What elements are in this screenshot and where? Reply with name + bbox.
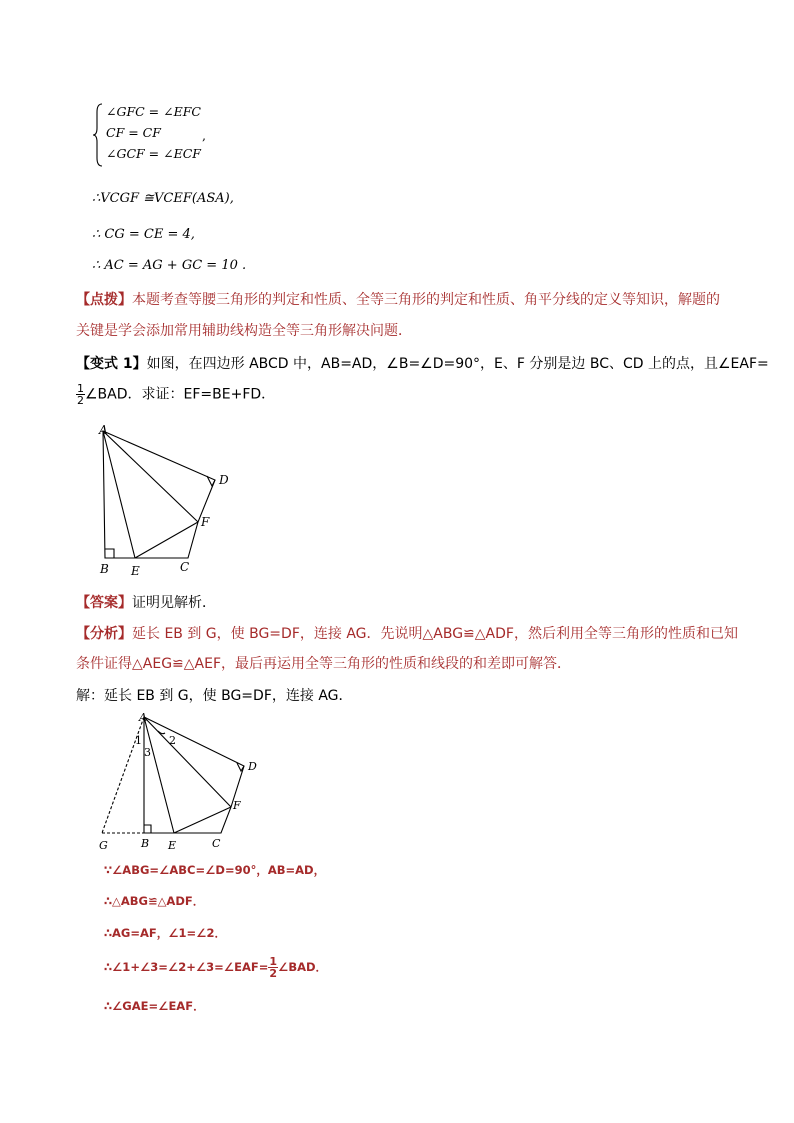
- fig2-label-f: F: [233, 799, 241, 812]
- fig1-label-f: F: [201, 515, 210, 529]
- equation-ac: ∴ AC = AG + GC = 10 .: [92, 258, 247, 273]
- analysis-line-2: 条件证得△AEG≌△AEF，最后再运用全等三角形的性质和线段的和差即可解答．: [76, 656, 572, 672]
- fig1-label-c: C: [180, 560, 190, 574]
- analysis-line-1: [76, 623, 738, 643]
- fig1-label-b: B: [100, 562, 109, 576]
- fig2-label-e: E: [168, 839, 177, 852]
- system-trailing-comma: ,: [202, 128, 206, 143]
- variant-line-2: [76, 383, 275, 406]
- system-line-2: CF = CF: [106, 125, 161, 140]
- note-line-2: 关键是学会添加常用辅助线构造全等三角形解决问题．: [76, 323, 412, 339]
- answer-line: [76, 592, 216, 612]
- fig2-label-c: C: [212, 837, 221, 850]
- note-tag: 【点拨】: [76, 292, 132, 308]
- figure-quadrilateral-1: [90, 420, 250, 580]
- fig2-label-2: 2: [169, 734, 176, 747]
- fig2-label-b: B: [141, 837, 150, 850]
- proof-fraction: $\frac{1}{2}$: [269, 955, 278, 980]
- answer-text: 证明见解析．: [132, 595, 216, 611]
- solution-intro: 解：延长 EB 到 G，使 BG=DF，连接 AG．: [76, 688, 353, 704]
- system-line-1: ∠GFC = ∠EFC: [106, 104, 201, 119]
- analysis-tag: 【分析】: [76, 626, 132, 642]
- proof-step-2: ∴△ABG≌△ADF．: [104, 894, 205, 908]
- variant-fraction: $\frac{1}{2}$: [77, 382, 84, 407]
- variant-text-1: 如图，在四边形 ABCD 中，AB=AD，∠B=∠D=90°，E、F 分别是边 BC、CD 上的点，且∠EAF=: [146, 356, 769, 372]
- fig2-label-g: G: [99, 839, 108, 852]
- variant-line-1: [76, 353, 769, 373]
- proof-step-3: ∴AG=AF，∠1=∠2．: [104, 926, 226, 940]
- analysis-text-1: 延长 EB 到 G，使 BG=DF，连接 AG．先说明△ABG≌△ADF，然后利用全等三角形的性质和已知: [132, 626, 738, 642]
- variant-tag: 【变式 1】: [76, 356, 147, 372]
- variant-text-2: ∠BAD．求证：EF=BE+FD．: [85, 386, 276, 403]
- proof-step-4: ∴∠1+∠3=∠2+∠3=∠EAF= $\frac{1}{2}$ ∠BAD．: [104, 955, 328, 980]
- fig1-label-a: A: [99, 423, 108, 437]
- equation-congruence: ∴VCGF ≅VCEF(ASA),: [92, 191, 234, 206]
- fig2-label-1: 1: [135, 734, 142, 747]
- fig2-label-d: D: [248, 760, 257, 773]
- system-line-3: ∠GCF = ∠ECF: [106, 146, 201, 161]
- answer-tag: 【答案】: [76, 595, 132, 611]
- note-text-1: 本题考查等腰三角形的判定和性质、全等三角形的判定和性质、角平分线的定义等知识，解题的: [132, 292, 720, 308]
- figure-quadrilateral-2: [95, 708, 280, 858]
- proof-step-1: ∵∠ABG=∠ABC=∠D=90°，AB=AD，: [104, 863, 326, 877]
- equation-cg: ∴ CG = CE = 4,: [92, 227, 195, 242]
- fig1-label-d: D: [219, 473, 229, 487]
- note-line-1: [76, 289, 720, 309]
- proof-step-5: ∴∠GAE=∠EAF．: [104, 999, 205, 1013]
- fig2-label-a: A: [139, 711, 147, 724]
- left-brace-icon: [92, 100, 106, 170]
- fig2-label-3: 3: [144, 746, 151, 759]
- fig1-label-e: E: [131, 564, 140, 578]
